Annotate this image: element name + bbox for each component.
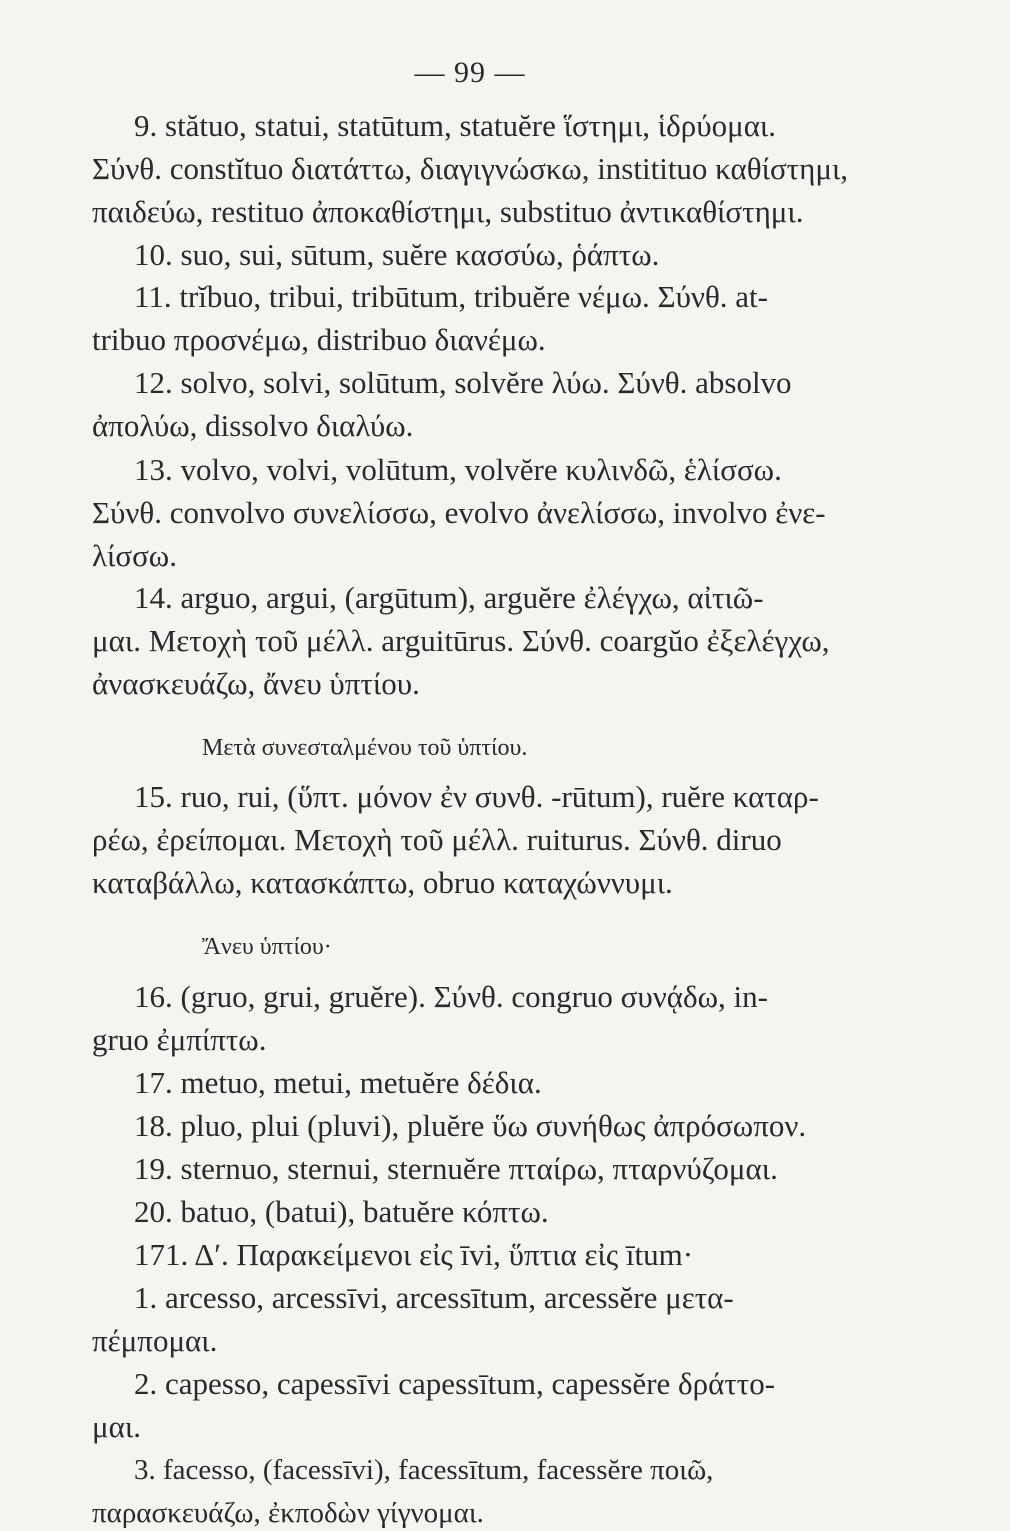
text-line: 16. (gruo, grui, gruĕre). Σύνθ. congruo συνᾴδω, in- (134, 979, 768, 1014)
text-line: ρέω, ἐρείπομαι. Μετοχὴ τοῦ μέλλ. ruiturus. Σύνθ. diruo (92, 822, 782, 857)
text-line: λίσσω. (92, 538, 177, 573)
text-line: 10. suo, sui, sūtum, suĕre κασσύω, ῥάπτω. (134, 237, 660, 272)
text-line: ἀνασκευάζω, ἄνευ ὑπτίου. (92, 666, 420, 701)
page-number: — 99 — (414, 56, 526, 89)
text-line: 11. trĭbuo, tribui, tribūtum, tribuĕre νέμω. Σύνθ. at- (134, 279, 768, 314)
text-line: 2. capesso, capessīvi capessītum, capessĕre δράττο- (134, 1366, 776, 1401)
text-line: 18. pluo, plui (pluvi), pluĕre ὕω συνήθως ἀπρόσωπον. (134, 1108, 807, 1143)
text-line: 12. solvo, solvi, solūtum, solvĕre λύω. Σύνθ. absolvo (134, 365, 792, 400)
section-heading: 171. Δʹ. Παρακείμενοι εἰς īvi, ὕπτια εἰς ītum· (134, 1237, 694, 1272)
text-line: πέμπομαι. (92, 1323, 218, 1358)
text-line: Σύνθ. convolvo συνελίσσω, evolvo ἀνελίσσω, involvo ἐνε- (92, 495, 826, 530)
text-line: 15. ruo, rui, (ὕπτ. μόνον ἐν συνθ. -rūtum), ruĕre καταρ- (134, 779, 819, 814)
text-line: καταβάλλω, κατασκάπτω, obruo καταχώννυμι. (92, 865, 673, 900)
text-line: 14. arguo, argui, (argūtum), arguĕre ἐλέγχω, αἰτιῶ- (134, 580, 764, 615)
text-line: 3. facesso, (facessīvi), facessītum, facessĕre ποιῶ, (134, 1454, 714, 1486)
text-line: 19. sternuo, sternui, sternuĕre πταίρω, πταρνύζομαι. (134, 1151, 778, 1186)
text-line: 20. batuo, (batui), batuĕre κόπτω. (134, 1194, 549, 1229)
text-line: 9. stătuo, statui, statūtum, statuĕre ἵστημι, ἱδρύομαι. (134, 108, 777, 143)
text-line: 13. volvo, volvi, volūtum, volvĕre κυλινδῶ, ἑλίσσω. (134, 452, 782, 487)
text-line: gruo ἐμπίπτω. (92, 1022, 267, 1057)
text-line: παρασκευάζω, ἐκποδὼν γίγνομαι. (92, 1497, 484, 1529)
text-line: tribuo προσνέμω, distribuo διανέμω. (92, 322, 546, 357)
text-line: μαι. (92, 1409, 141, 1444)
section-subheading: Ἄνευ ὑπτίου· (202, 934, 332, 960)
text-line: Σύνθ. constĭtuo διατάττω, διαγιγνώσκω, institituo καθίστημι, (92, 151, 849, 186)
section-subheading: Μετὰ συνεσταλμένου τοῦ ὑπτίου. (202, 735, 528, 761)
text-line: μαι. Μετοχὴ τοῦ μέλλ. arguitūrus. Σύνθ. coargŭo ἐξελέγχω, (92, 623, 830, 658)
text-line: 1. arcesso, arcessīvi, arcessītum, arcessĕre μετα- (134, 1280, 734, 1315)
text-line: 17. metuo, metui, metuĕre δέδια. (134, 1065, 542, 1100)
text-line: παιδεύω, restituo ἀποκαθίστημι, substituo ἀντικαθίστημι. (92, 194, 804, 229)
text-line: ἀπολύω, dissolvo διαλύω. (92, 408, 414, 443)
